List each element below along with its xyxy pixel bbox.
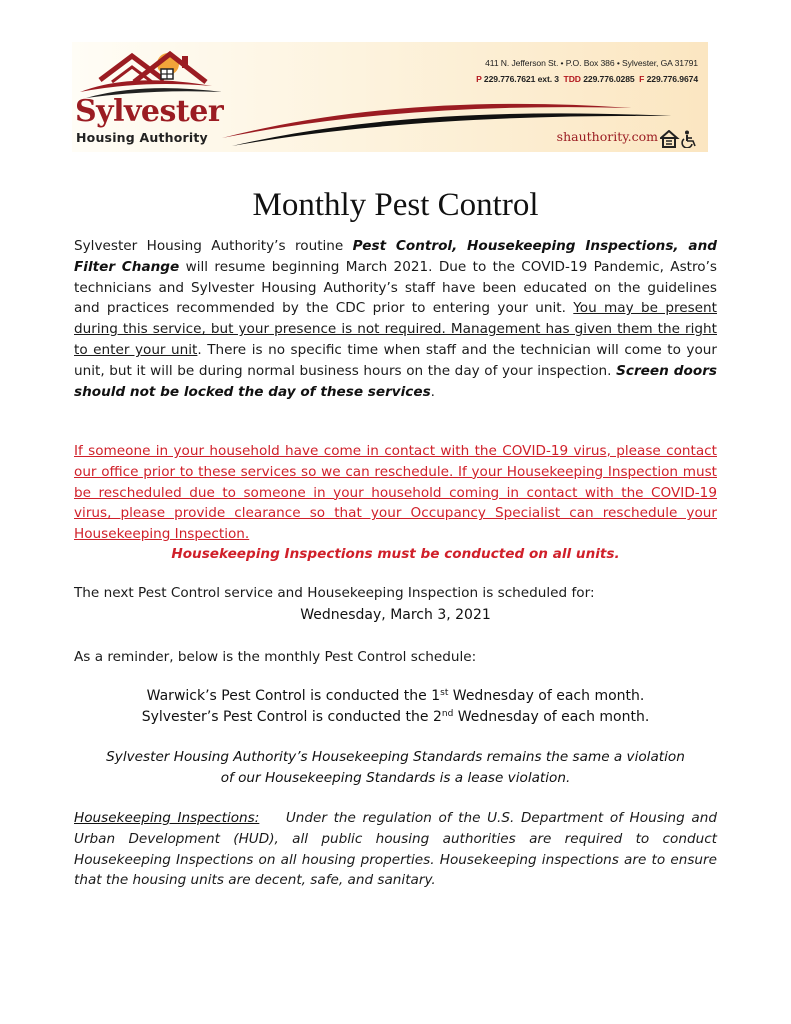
intro-underline-presence: You may be present during this service, but your presence is not required. Management has given them the right to enter your unit (74, 300, 717, 358)
covid-notice: If someone in your household have come in contact with the COVID-19 virus, please contact our office prior to these services so we can reschedule. If your Housekeeping Inspection must be rescheduled due to someone in your household coming in contact with the COVID-19 virus, please provide clearance so that your Occupancy Specialist can reschedule your Housekeeping Inspection. (74, 443, 717, 543)
accessibility-icons (660, 130, 700, 148)
wheelchair-icon (682, 131, 695, 148)
equal-housing-icon (661, 131, 677, 147)
address: 411 N. Jefferson St. • P.O. Box 386 • Sylvester, GA 31791 (485, 58, 698, 68)
schedule-line-warwick (0, 686, 791, 707)
standards-notice (0, 747, 791, 789)
standards-line-2: of our Housekeeping Standards is a lease violation. (220, 770, 571, 786)
intro-paragraph (74, 236, 717, 402)
org-name: Sylvester (75, 94, 224, 129)
org-subname: Housing Authority (76, 130, 208, 145)
inspections-heading: Housekeeping Inspections: (74, 810, 260, 826)
tdd-prefix: TDD (563, 74, 581, 84)
schedule-sylvester-post: Wednesday of each month. (453, 709, 650, 725)
schedule-warwick-post: Wednesday of each month. (448, 688, 645, 704)
intro-text-1: Sylvester Housing Authority’s routine (74, 238, 353, 254)
schedule-warwick-pre: Warwick’s Pest Control is conducted the 1 (146, 688, 441, 704)
inspections-body: Under the regulation of the U.S. Department of Housing and Urban Development (HUD), all public housing authorities are required to conduct Housekeeping Inspections on all housing properties. Housekeeping inspections are to ensure that the housing units are decent, safe, and sanitary. (74, 810, 717, 889)
intro-emphasis-screen-doors: Screen doors should not be locked the day of these services (74, 362, 718, 400)
schedule-line-sylvester (0, 707, 791, 728)
housekeeping-required-notice: Housekeeping Inspections must be conducted on all units. (171, 546, 620, 562)
inspections-paragraph (74, 808, 717, 891)
fax-prefix: F (639, 74, 645, 84)
intro-text-2: will resume beginning March 2021. Due to the COVID-19 Pandemic, Astro’s technicians and Sylvester Housing Authority’s staff have been educated on the guidelines and practices recommended by the CDC prior to entering your unit. (74, 258, 718, 317)
letterhead (72, 42, 708, 152)
reminder-text: As a reminder, below is the monthly Pest Control schedule: (74, 649, 477, 665)
phone-number: 229.776.7621 ext. 3 (483, 74, 559, 84)
page-title: Monthly Pest Control (252, 187, 539, 223)
fax-number: 229.776.9674 (646, 74, 698, 84)
phone-prefix: P (476, 74, 482, 84)
intro-emphasis-services: Pest Control, Housekeeping Inspections, and Filter Change (74, 238, 717, 275)
website-link[interactable]: shauthority.com (556, 129, 658, 144)
intro-text-3: . There is no specific time when staff and the technician will come to your unit, but it will be during normal business hours on the day of your inspection. (74, 341, 717, 379)
schedule-sylvester-ordinal: nd (441, 709, 454, 719)
tdd-number: 229.776.0285 (583, 74, 635, 84)
schedule-sylvester-pre: Sylvester’s Pest Control is conducted the 2 (141, 709, 442, 725)
standards-line-1: Sylvester Housing Authority’s Housekeeping Standards remains the same a violation (106, 749, 685, 765)
schedule-warwick-ordinal: st (440, 688, 449, 698)
next-service-date: Wednesday, March 3, 2021 (300, 607, 491, 623)
intro-text-4: . (430, 383, 435, 400)
next-service-text: The next Pest Control service and Housekeeping Inspection is scheduled for: (74, 585, 595, 601)
